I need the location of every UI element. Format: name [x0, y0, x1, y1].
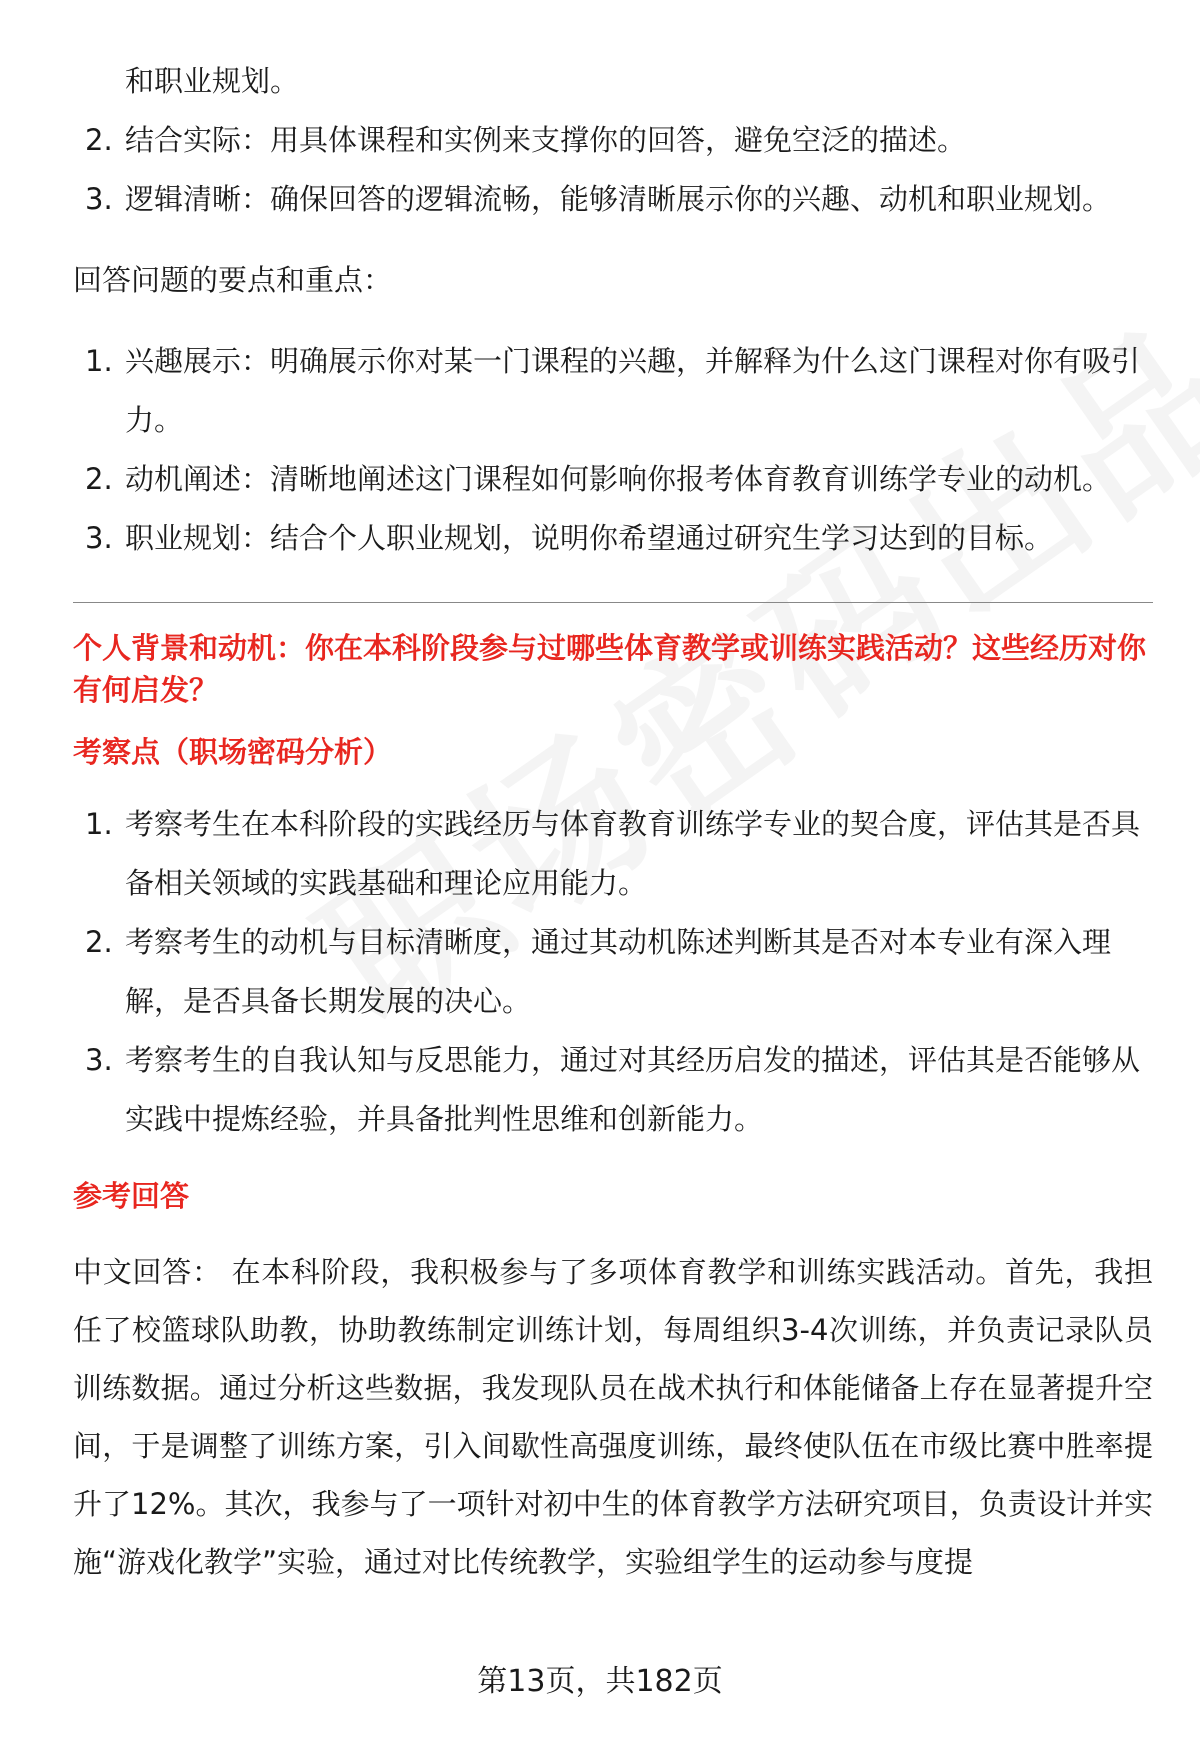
- reference-heading: 参考回答: [73, 1179, 190, 1213]
- list-number: 2.: [85, 462, 113, 496]
- list-item-text: 职业规划：结合个人职业规划，说明你希望通过研究生学习达到的目标。: [125, 521, 1054, 555]
- page-number: 第13页，共182页: [477, 1664, 723, 1699]
- list-item: [73, 332, 1153, 450]
- list-number: 3.: [85, 1043, 113, 1077]
- list-number: 2.: [85, 123, 113, 157]
- top-list: [73, 111, 1153, 229]
- list-number: 1.: [85, 344, 113, 378]
- list-item-text: 和职业规划。: [125, 64, 300, 98]
- examine-heading: 考察点（职场密码分析）: [73, 735, 393, 769]
- list-number: 2.: [85, 925, 113, 959]
- list-item: [73, 450, 1153, 509]
- list-item: [73, 170, 1153, 229]
- list-item: [73, 1031, 1153, 1149]
- list-item: [73, 795, 1153, 913]
- list-item: [73, 111, 1153, 170]
- page-content: [73, 52, 1153, 1591]
- list-item-continuation: [73, 52, 1153, 111]
- list-item-text: 结合实际：用具体课程和实例来支撑你的回答，避免空泛的描述。: [125, 123, 967, 157]
- list-item-text: 逻辑清晰：确保回答的逻辑流畅，能够清晰展示你的兴趣、动机和职业规划。: [125, 182, 1112, 216]
- list-item-text: 考察考生的自我认知与反思能力，通过对其经历启发的描述，评估其是否能够从实践中提炼经验，并具备批判性思维和创新能力。: [125, 1043, 1141, 1136]
- list-item-text: 动机阐述：清晰地阐述这门课程如何影响你报考体育教育训练学专业的动机。: [125, 462, 1112, 496]
- list-item-text: 兴趣展示：明确展示你对某一门课程的兴趣，并解释为什么这门课程对你有吸引力。: [125, 344, 1141, 437]
- list-item-text: 考察考生在本科阶段的实践经历与体育教育训练学专业的契合度，评估其是否具备相关领域的实践基础和理论应用能力。: [125, 807, 1141, 900]
- key-points-heading: 回答问题的要点和重点：: [73, 263, 393, 297]
- key-points-list: [73, 332, 1153, 568]
- reference-answer: 中文回答： 在本科阶段，我积极参与了多项体育教学和训练实践活动。首先，我担任了校篮球队助教，协助教练制定训练计划，每周组织3-4次训练，并负责记录队员训练数据。通过分析这些数据，我发现队员在战术执行和体能储备上存在显著提升空间，于是调整了训练方案，引入间歇性高强度训练，最终使队伍在市级比赛中胜率提升了12%。其次，我参与了一项针对初中生的体育教学方法研究项目，负责设计并实施“游戏化教学”实验，通过对比传统教学，实验组学生的运动参与度提: [73, 1255, 1153, 1579]
- list-item-text: 考察考生的动机与目标清晰度，通过其动机陈述判断其是否对本专业有深入理解，是否具备长期发展的决心。: [125, 925, 1112, 1018]
- list-number: 3.: [85, 182, 113, 216]
- list-item: [73, 509, 1153, 568]
- list-number: 1.: [85, 807, 113, 841]
- question-title: 个人背景和动机：你在本科阶段参与过哪些体育教学或训练实践活动？这些经历对你有何启发？: [73, 631, 1147, 707]
- list-number: 3.: [85, 521, 113, 555]
- list-item: [73, 913, 1153, 1031]
- examine-list: [73, 795, 1153, 1149]
